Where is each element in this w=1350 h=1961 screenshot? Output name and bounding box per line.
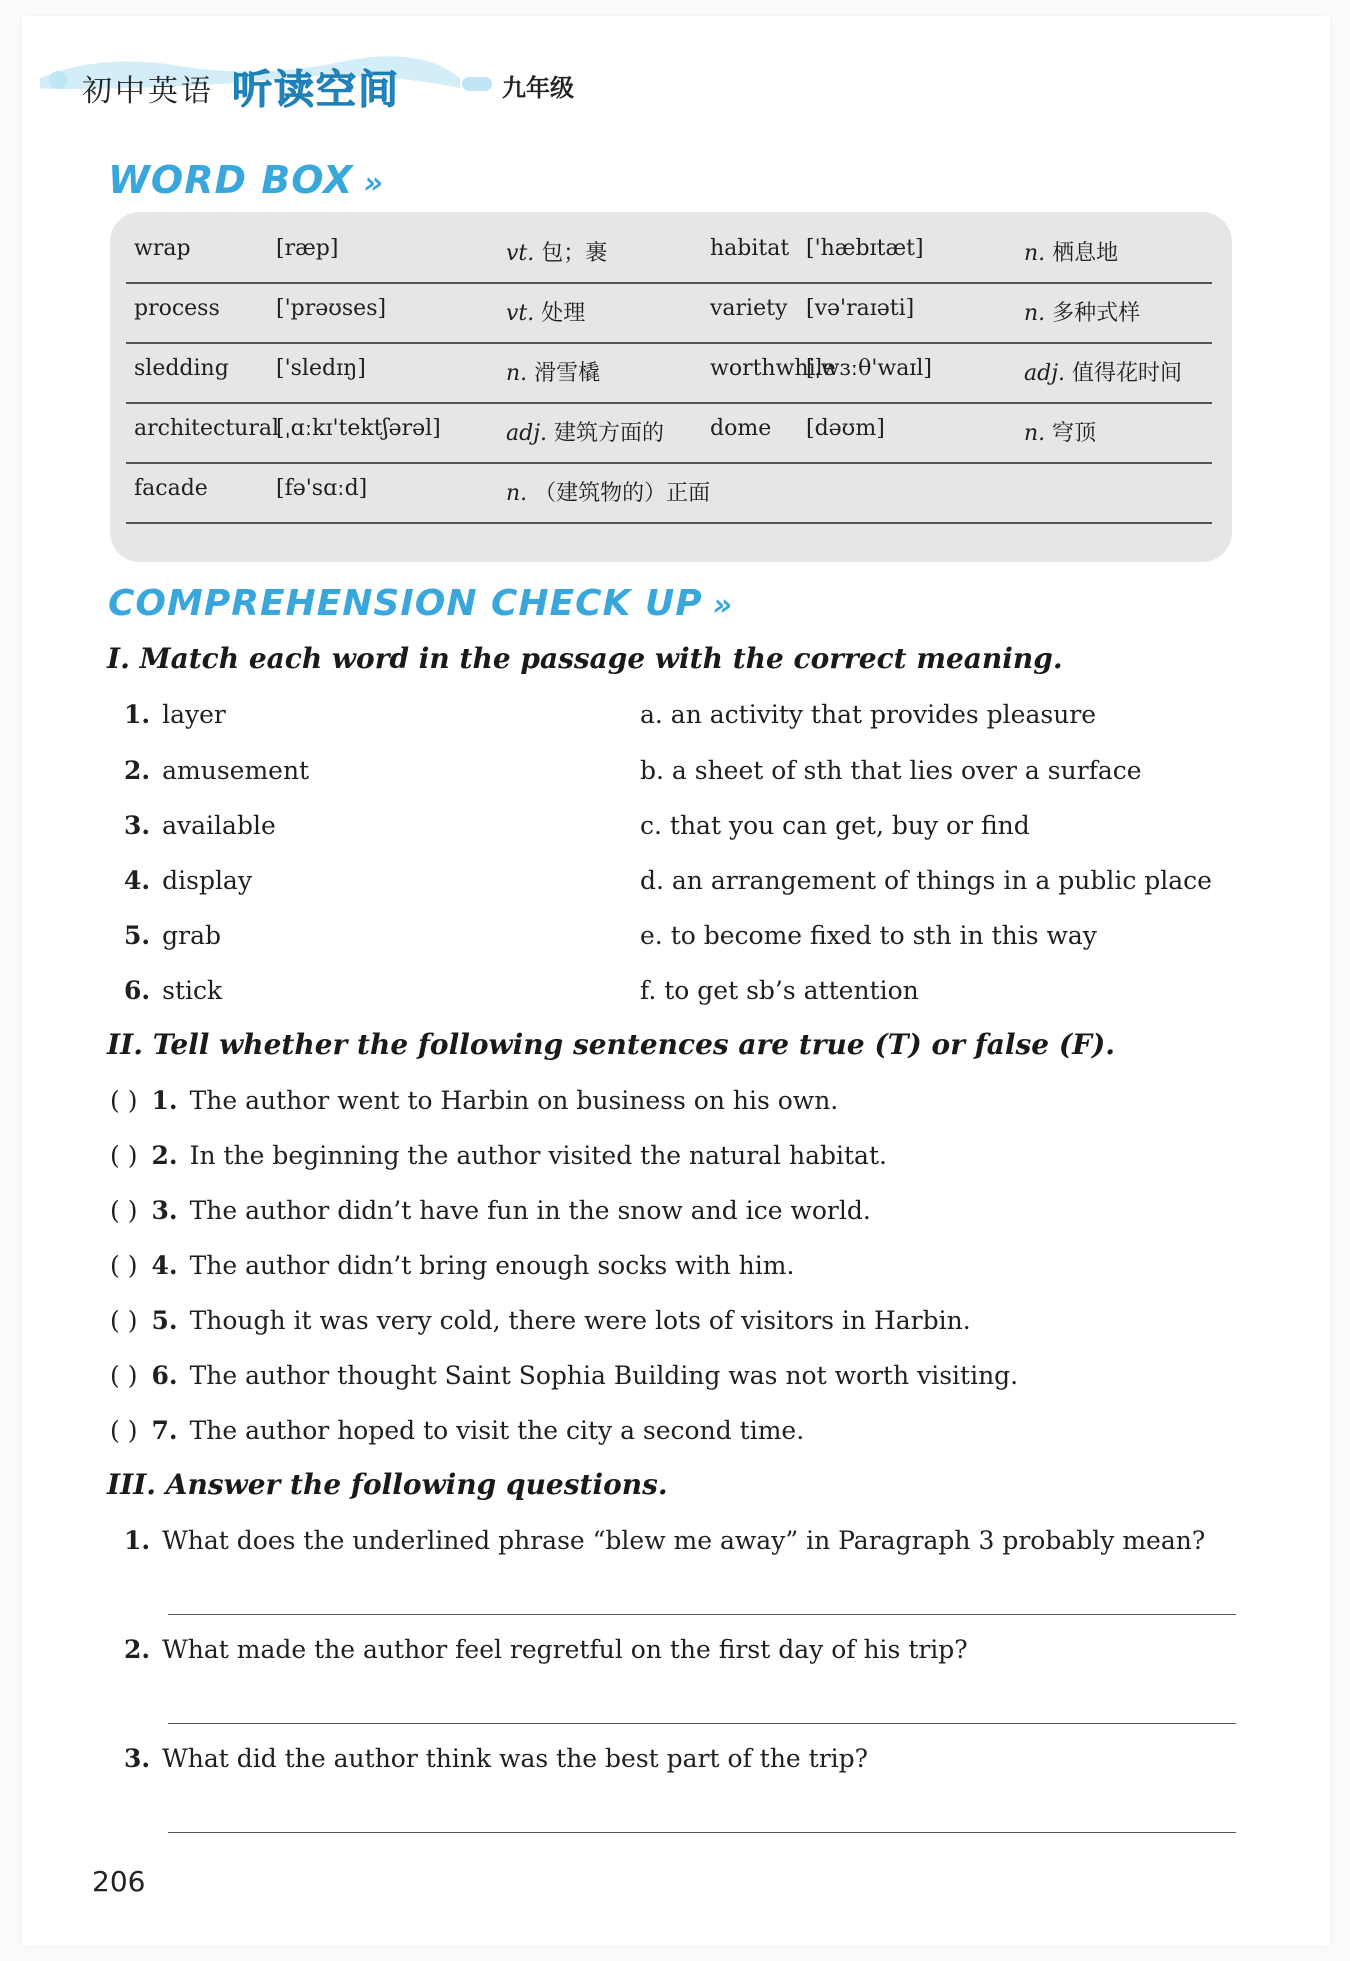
vocab-meaning	[506, 476, 710, 507]
answer-blank[interactable]: ( )	[110, 1416, 138, 1445]
meaning-text: 多种式样	[1052, 301, 1141, 326]
meaning-text: 值得花时间	[1072, 361, 1183, 386]
vocab-word: dome	[710, 416, 772, 441]
answer-blank[interactable]: ( )	[110, 1196, 138, 1225]
statement-text: Though it was very cold, there were lots of visitors in Harbin.	[189, 1306, 971, 1335]
statement-text: The author hoped to visit the city a second time.	[189, 1416, 805, 1445]
item-number: 1.	[124, 1526, 151, 1555]
part-of-speech: n.	[1024, 301, 1046, 326]
item-number: 2.	[151, 1141, 178, 1170]
match-word: layer	[162, 700, 226, 729]
part-of-speech: vt.	[506, 301, 535, 326]
question-item	[124, 1526, 1205, 1555]
vocab-meaning	[1024, 416, 1096, 447]
answer-blank[interactable]: ( )	[110, 1086, 138, 1115]
comprehension-title	[108, 583, 733, 624]
item-number: 5.	[151, 1306, 178, 1335]
vocab-phonetic: [və'raɪəti]	[806, 296, 915, 321]
page-header	[40, 40, 740, 130]
match-meaning: b. a sheet of sth that lies over a surface	[640, 756, 1142, 785]
meaning-text: 建筑方面的	[554, 421, 665, 446]
item-number: 3.	[124, 811, 151, 840]
true-false-item	[110, 1086, 838, 1115]
true-false-item	[110, 1306, 971, 1335]
vocab-word: facade	[134, 476, 208, 501]
word-box-row	[126, 282, 1212, 344]
word-box-row	[126, 342, 1212, 404]
part-of-speech: vt.	[506, 241, 535, 266]
statement-text: The author thought Saint Sophia Building was not worth visiting.	[189, 1361, 1019, 1390]
answer-line[interactable]	[168, 1723, 1236, 1724]
meaning-text: 处理	[541, 301, 586, 326]
true-false-item	[110, 1251, 794, 1280]
answer-line[interactable]	[168, 1614, 1236, 1615]
vocab-phonetic: ['hæbɪtæt]	[806, 236, 924, 261]
vocab-meaning	[506, 296, 585, 327]
word-box-title-text: WORD BOX	[108, 158, 354, 202]
match-word-item	[124, 811, 276, 840]
part-of-speech: n.	[1024, 241, 1046, 266]
answer-blank[interactable]: ( )	[110, 1141, 138, 1170]
part-one-heading: I. Match each word in the passage with the correct meaning.	[107, 642, 1063, 675]
vocab-meaning	[506, 416, 664, 447]
part-of-speech: adj.	[506, 421, 548, 446]
part-of-speech: n.	[506, 481, 528, 506]
vocab-meaning	[1024, 296, 1140, 327]
match-word-item	[124, 700, 226, 729]
match-word: grab	[162, 921, 221, 950]
question-text: What did the author think was the best part of the trip?	[162, 1744, 869, 1773]
match-word-item	[124, 866, 252, 895]
part-three-heading: III. Answer the following questions.	[107, 1468, 668, 1501]
item-number: 4.	[124, 866, 151, 895]
question-text: What does the underlined phrase “blew me away” in Paragraph 3 probably mean?	[162, 1526, 1206, 1555]
match-word: available	[162, 811, 276, 840]
statement-text: In the beginning the author visited the natural habitat.	[189, 1141, 887, 1170]
item-number: 1.	[124, 700, 151, 729]
match-meaning: d. an arrangement of things in a public place	[640, 866, 1212, 895]
answer-blank[interactable]: ( )	[110, 1361, 138, 1390]
double-chevron-icon: »	[712, 588, 734, 623]
page-number: 206	[92, 1865, 146, 1898]
true-false-item	[110, 1416, 804, 1445]
vocab-word: variety	[710, 296, 788, 321]
answer-blank[interactable]: ( )	[110, 1306, 138, 1335]
vocab-phonetic: [ˌɑːkɪ'tektʃərəl]	[276, 416, 441, 441]
true-false-item	[110, 1361, 1018, 1390]
item-number: 2.	[124, 756, 151, 785]
comprehension-title-text: COMPREHENSION CHECK UP	[108, 583, 703, 624]
question-item	[124, 1635, 968, 1664]
true-false-item	[110, 1196, 871, 1225]
word-box-panel	[110, 212, 1232, 562]
brand-title: 听读空间	[232, 67, 400, 113]
true-false-item	[110, 1141, 887, 1170]
header-dot-decoration	[462, 77, 492, 91]
match-meaning: c. that you can get, buy or find	[640, 811, 1030, 840]
vocab-phonetic: [fə'sɑːd]	[276, 476, 368, 501]
item-number: 2.	[124, 1635, 151, 1664]
item-number: 4.	[151, 1251, 178, 1280]
word-box-row	[126, 222, 1212, 284]
meaning-text: 滑雪橇	[534, 361, 601, 386]
match-meaning: f. to get sb’s attention	[640, 976, 919, 1005]
vocab-meaning	[506, 236, 607, 267]
item-number: 1.	[151, 1086, 178, 1115]
double-chevron-icon: »	[363, 166, 384, 201]
vocab-word: process	[134, 296, 220, 321]
item-number: 3.	[124, 1744, 151, 1773]
vocab-phonetic: [ræp]	[276, 236, 339, 261]
vocab-word: sledding	[134, 356, 229, 381]
vocab-phonetic: ['sledɪŋ]	[276, 356, 366, 381]
book-series-label: 初中英语	[82, 74, 214, 109]
item-number: 3.	[151, 1196, 178, 1225]
match-meaning: e. to become fixed to sth in this way	[640, 921, 1097, 950]
item-number: 6.	[124, 976, 151, 1005]
vocab-meaning	[1024, 356, 1182, 387]
match-word: amusement	[162, 756, 310, 785]
question-item	[124, 1744, 868, 1773]
vocab-phonetic: [dəʊm]	[806, 416, 885, 441]
meaning-text: （建筑物的）正面	[534, 481, 711, 506]
meaning-text: 穹顶	[1052, 421, 1097, 446]
part-two-heading: II. Tell whether the following sentences are true (T) or false (F).	[107, 1028, 1115, 1061]
question-text: What made the author feel regretful on the first day of his trip?	[162, 1635, 968, 1664]
vocab-meaning	[506, 356, 600, 387]
vocab-meaning	[1024, 236, 1118, 267]
part-of-speech: n.	[1024, 421, 1046, 446]
answer-line[interactable]	[168, 1832, 1236, 1833]
word-box-row	[126, 462, 1212, 524]
match-word-item	[124, 921, 221, 950]
part-of-speech: adj.	[1024, 361, 1066, 386]
match-meaning: a. an activity that provides pleasure	[640, 700, 1097, 729]
vocab-word: habitat	[710, 236, 790, 261]
item-number: 6.	[151, 1361, 178, 1390]
vocab-phonetic: ['prəʊses]	[276, 296, 387, 321]
match-word: display	[162, 866, 252, 895]
match-word-item	[124, 976, 222, 1005]
answer-blank[interactable]: ( )	[110, 1251, 138, 1280]
item-number: 5.	[124, 921, 151, 950]
match-word-item	[124, 756, 309, 785]
match-word: stick	[162, 976, 223, 1005]
word-box-title	[108, 158, 384, 202]
part-of-speech: n.	[506, 361, 528, 386]
statement-text: The author went to Harbin on business on his own.	[189, 1086, 839, 1115]
vocab-word: architectural	[134, 416, 280, 441]
vocab-word: wrap	[134, 236, 191, 261]
vocab-word: worthwhile	[710, 356, 836, 381]
item-number: 7.	[151, 1416, 178, 1445]
meaning-text: 栖息地	[1052, 241, 1119, 266]
statement-text: The author didn’t bring enough socks with him.	[189, 1251, 795, 1280]
meaning-text: 包；裹	[541, 241, 608, 266]
word-box-row	[126, 402, 1212, 464]
vocab-phonetic: [ˌwɜːθ'waɪl]	[806, 356, 932, 381]
grade-label: 九年级	[502, 74, 574, 102]
statement-text: The author didn’t have fun in the snow and ice world.	[189, 1196, 871, 1225]
